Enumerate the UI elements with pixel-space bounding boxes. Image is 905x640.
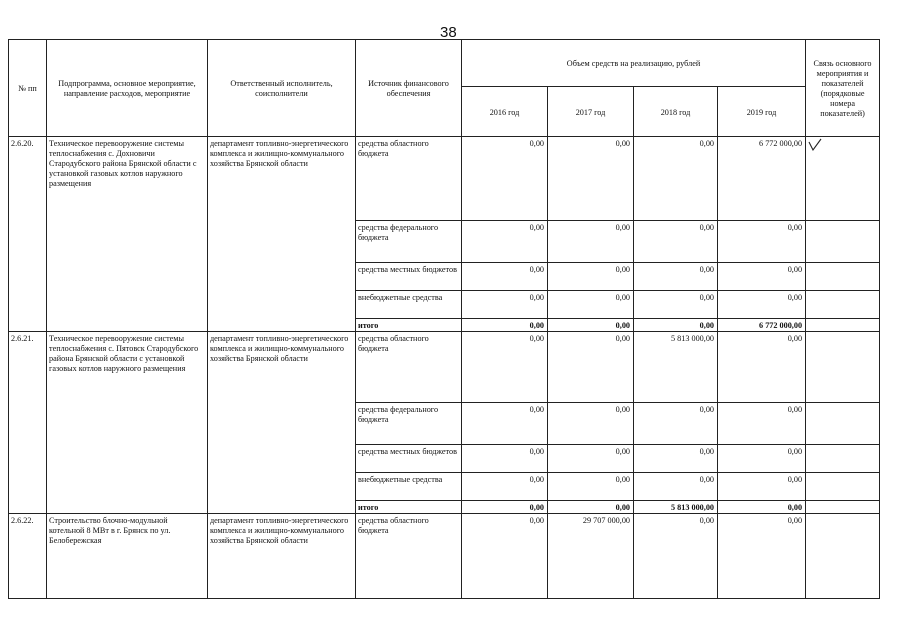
handwritten-check-mark bbox=[808, 138, 822, 152]
value-2017: 0,00 bbox=[548, 473, 634, 501]
value-2019: 0,00 bbox=[718, 221, 806, 263]
row-responsible: департамент топливно-энергетического комплекса и жилищно-коммунального хозяйства Брянской области bbox=[208, 332, 356, 514]
value-2016: 0,00 bbox=[462, 332, 548, 403]
header-row bbox=[9, 40, 880, 87]
source-label: средства областного бюджета bbox=[356, 332, 462, 403]
header-year-2017: 2017 год bbox=[548, 87, 634, 137]
source-label: средства областного бюджета bbox=[356, 514, 462, 599]
value-2018: 0,00 bbox=[634, 263, 718, 291]
value-2017: 0,00 bbox=[548, 403, 634, 445]
row-program: Строительство блочно-модульной котельной 8 МВт в г. Брянск по ул. Белобережская bbox=[47, 514, 208, 599]
row-responsible: департамент топливно-энергетического комплекса и жилищно-коммунального хозяйства Брянской области bbox=[208, 137, 356, 332]
header-year-2019: 2019 год bbox=[718, 87, 806, 137]
row-program: Техническое перевооружение системы теплоснабжения с. Пятовск Стародубского района Брянской области с установкой газовых котлов наружного размещения bbox=[47, 332, 208, 514]
value-2017: 0,00 bbox=[548, 332, 634, 403]
source-label: внебюджетные средства bbox=[356, 473, 462, 501]
total-2016: 0,00 bbox=[462, 319, 548, 332]
value-2016: 0,00 bbox=[462, 221, 548, 263]
table-row bbox=[9, 137, 880, 221]
link-cell bbox=[806, 501, 880, 514]
value-2019: 0,00 bbox=[718, 445, 806, 473]
total-2017: 0,00 bbox=[548, 501, 634, 514]
row-program: Техническое перевооружение системы теплоснабжения с. Дохновичи Стародубского района Брянской области с установкой газовых котлов наружного размещения bbox=[47, 137, 208, 332]
source-label: внебюджетные средства bbox=[356, 291, 462, 319]
source-label: средства местных бюджетов bbox=[356, 263, 462, 291]
row-num: 2.6.22. bbox=[9, 514, 47, 599]
header-responsible: Ответственный исполнитель, соисполнители bbox=[208, 40, 356, 137]
link-cell bbox=[806, 319, 880, 332]
value-2018: 0,00 bbox=[634, 445, 718, 473]
header-year-2016: 2016 год bbox=[462, 87, 548, 137]
value-2017: 0,00 bbox=[548, 221, 634, 263]
value-2019: 0,00 bbox=[718, 514, 806, 599]
value-2018: 5 813 000,00 bbox=[634, 332, 718, 403]
value-2016: 0,00 bbox=[462, 445, 548, 473]
total-2019: 0,00 bbox=[718, 501, 806, 514]
source-label: средства областного бюджета bbox=[356, 137, 462, 221]
total-2017: 0,00 bbox=[548, 319, 634, 332]
value-2018: 0,00 bbox=[634, 137, 718, 221]
link-cell bbox=[806, 332, 880, 403]
table-row bbox=[9, 332, 880, 403]
value-2018: 0,00 bbox=[634, 221, 718, 263]
value-2019: 0,00 bbox=[718, 403, 806, 445]
page-number: 38 bbox=[440, 24, 457, 41]
total-2019: 6 772 000,00 bbox=[718, 319, 806, 332]
link-cell bbox=[806, 473, 880, 501]
link-cell bbox=[806, 263, 880, 291]
value-2016: 0,00 bbox=[462, 137, 548, 221]
value-2019: 6 772 000,00 bbox=[718, 137, 806, 221]
link-cell bbox=[806, 403, 880, 445]
value-2017: 0,00 bbox=[548, 137, 634, 221]
header-source: Источник финансового обеспечения bbox=[356, 40, 462, 137]
header-num: № пп bbox=[9, 40, 47, 137]
value-2016: 0,00 bbox=[462, 291, 548, 319]
header-program: Подпрограмма, основное мероприятие, направление расходов, мероприятие bbox=[47, 40, 208, 137]
value-2016: 0,00 bbox=[462, 403, 548, 445]
value-2017: 0,00 bbox=[548, 445, 634, 473]
budget-table bbox=[8, 39, 880, 599]
source-label-total: итого bbox=[356, 319, 462, 332]
link-cell bbox=[806, 514, 880, 599]
value-2019: 0,00 bbox=[718, 473, 806, 501]
value-2017: 0,00 bbox=[548, 263, 634, 291]
source-label-total: итого bbox=[356, 501, 462, 514]
header-year-2018: 2018 год bbox=[634, 87, 718, 137]
table-row bbox=[9, 514, 880, 599]
value-2018: 0,00 bbox=[634, 291, 718, 319]
header-link: Связь основного мероприятия и показателей (порядковые номера показателей) bbox=[806, 40, 880, 137]
source-label: средства федерального бюджета bbox=[356, 221, 462, 263]
value-2017: 0,00 bbox=[548, 291, 634, 319]
link-cell bbox=[806, 445, 880, 473]
value-2019: 0,00 bbox=[718, 332, 806, 403]
row-num: 2.6.20. bbox=[9, 137, 47, 332]
value-2019: 0,00 bbox=[718, 291, 806, 319]
link-cell bbox=[806, 221, 880, 263]
total-2018: 5 813 000,00 bbox=[634, 501, 718, 514]
row-responsible: департамент топливно-энергетического комплекса и жилищно-коммунального хозяйства Брянской области bbox=[208, 514, 356, 599]
source-label: средства федерального бюджета bbox=[356, 403, 462, 445]
value-2019: 0,00 bbox=[718, 263, 806, 291]
total-2018: 0,00 bbox=[634, 319, 718, 332]
total-2016: 0,00 bbox=[462, 501, 548, 514]
value-2016: 0,00 bbox=[462, 514, 548, 599]
header-volume: Объем средств на реализацию, рублей bbox=[462, 40, 806, 87]
source-label: средства местных бюджетов bbox=[356, 445, 462, 473]
value-2018: 0,00 bbox=[634, 514, 718, 599]
link-cell bbox=[806, 291, 880, 319]
value-2018: 0,00 bbox=[634, 403, 718, 445]
value-2018: 0,00 bbox=[634, 473, 718, 501]
value-2016: 0,00 bbox=[462, 263, 548, 291]
value-2016: 0,00 bbox=[462, 473, 548, 501]
row-num: 2.6.21. bbox=[9, 332, 47, 514]
value-2017: 29 707 000,00 bbox=[548, 514, 634, 599]
